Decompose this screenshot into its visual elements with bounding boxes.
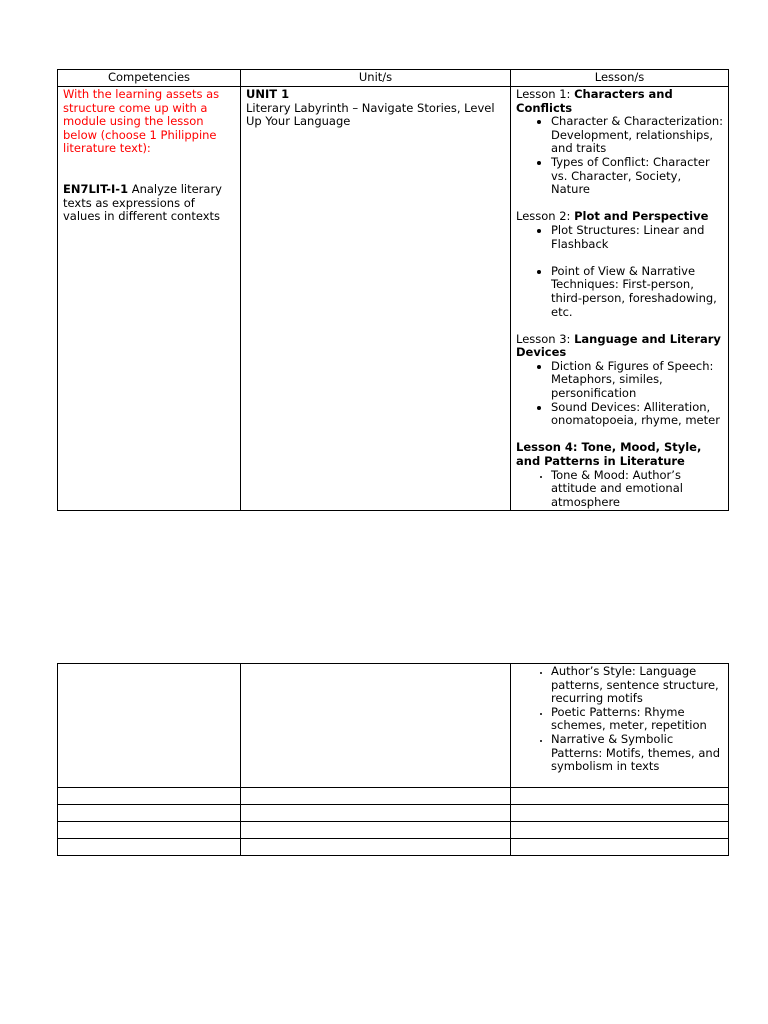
list-item: • Point of View & Narrative Techniques: First-person, third-person, foreshadowing, etc. (551, 265, 723, 319)
header-competencies: Competencies (58, 70, 241, 87)
table-row (58, 87, 729, 511)
unit-cell (241, 87, 511, 511)
list-item: • Author’s Style: Language patterns, sentence structure, recurring motifs (551, 665, 723, 706)
lesson-plan-table-continued (57, 663, 729, 856)
lessons-cell (511, 87, 729, 511)
empty-cell (58, 664, 241, 788)
list-item: • Tone & Mood: Author’s attitude and emotional atmosphere (551, 469, 723, 510)
list-item: • Narrative & Symbolic Patterns: Motifs, themes, and symbolism in texts (551, 733, 723, 774)
lesson-2-list-continued (516, 265, 723, 319)
lesson-4-list (516, 469, 723, 510)
table-row (58, 805, 729, 822)
competency-cell (58, 87, 241, 511)
list-item: • Types of Conflict: Character vs. Character, Society, Nature (551, 156, 723, 197)
table-row (58, 788, 729, 805)
lesson-3-heading: Lesson 3: Language and Literary Devices (516, 331, 721, 360)
header-units: Unit/s (241, 70, 511, 87)
table-row (58, 839, 729, 856)
list-item: • Character & Characterization: Development, relationships, and traits (551, 115, 723, 156)
lessons-cell-continued (511, 664, 729, 788)
competency-statement (63, 183, 235, 224)
table-header-row (58, 70, 729, 87)
lesson-2-list (516, 224, 723, 251)
unit-title: UNIT 1 (246, 87, 290, 101)
competency-code: EN7LIT-I-1 (63, 182, 129, 197)
lesson-2-heading: Lesson 2: Plot and Perspective (516, 209, 709, 224)
list-item: • Sound Devices: Alliteration, onomatopoeia, rhyme, meter (551, 401, 723, 428)
lesson-1-list (516, 115, 723, 197)
lesson-4-heading: Lesson 4: Tone, Mood, Style, and Patterns in Literature (516, 440, 702, 469)
lesson-4-list-continued (516, 665, 723, 774)
competency-instruction: With the learning assets as structure come up with a module using the lesson below (choose 1 Philippine literature text): (63, 87, 220, 156)
lesson-3-list (516, 360, 723, 428)
unit-text: Literary Labyrinth – Navigate Stories, Level Up Your Language (246, 100, 495, 129)
lesson-1-heading: Lesson 1: Characters and Conflicts (516, 87, 673, 115)
table-row (58, 822, 729, 839)
list-item: • Diction & Figures of Speech: Metaphors, similes, personification (551, 360, 723, 401)
empty-cell (241, 664, 511, 788)
table-row (58, 664, 729, 788)
header-lessons: Lesson/s (511, 70, 729, 87)
list-item: • Poetic Patterns: Rhyme schemes, meter, repetition (551, 706, 723, 733)
list-item: • Plot Structures: Linear and Flashback (551, 224, 723, 251)
lesson-plan-table (57, 69, 729, 511)
competency-text: Analyze literary texts as expressions of values in different contexts (63, 182, 222, 224)
